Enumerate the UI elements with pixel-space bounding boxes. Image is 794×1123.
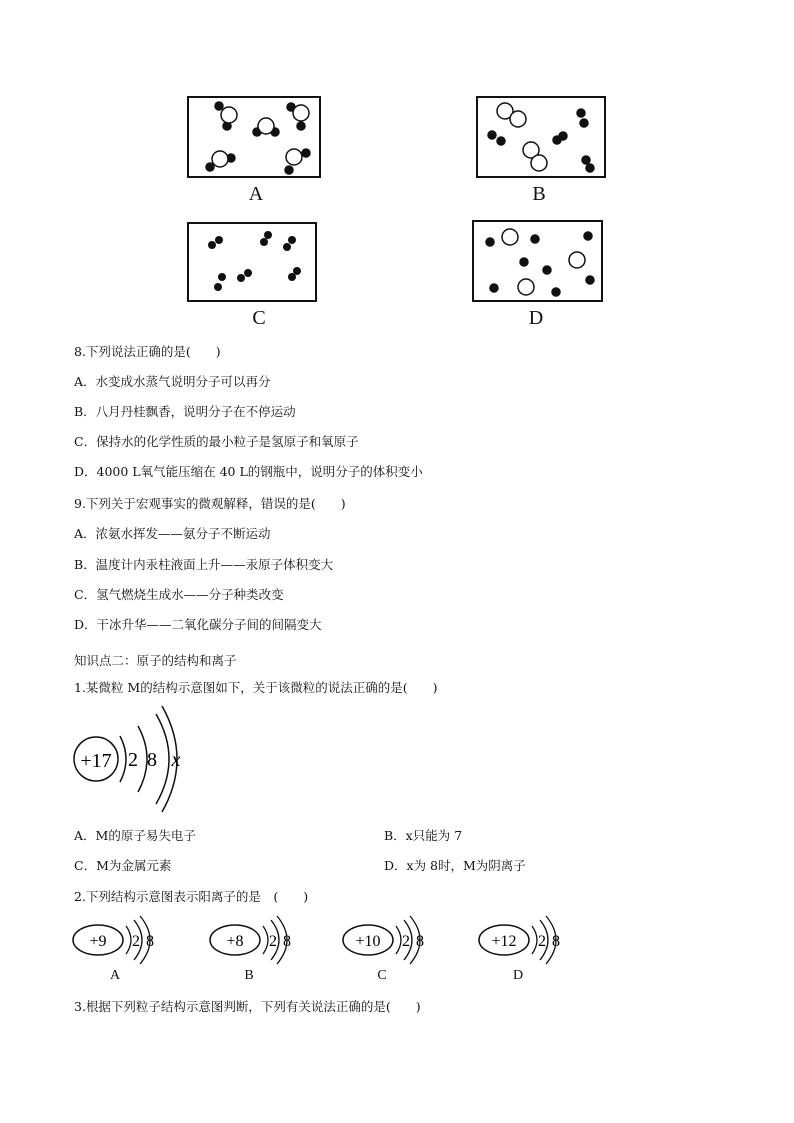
particle-model-a <box>189 98 319 176</box>
ion-diagram-b <box>207 912 307 968</box>
s2-q1-option-b: B．x只能为 7 <box>384 828 463 843</box>
ion-d-shell-2: 8 <box>552 933 560 950</box>
ion-c-shell-1: 2 <box>402 933 410 950</box>
ion-label-c: C <box>377 968 387 983</box>
particle-box-c <box>187 222 317 302</box>
q8-option-d: D．4000 L氧气能压缩在 40 L的钢瓶中，说明分子的体积变小 <box>74 464 423 479</box>
ion-a-nucleus: +9 <box>89 933 107 950</box>
ion-b-shell-2: 8 <box>283 933 291 950</box>
ion-c-nucleus: +10 <box>355 933 381 950</box>
nucleus-charge: +17 <box>80 750 112 772</box>
section-title: 知识点二：原子的结构和离子 <box>74 653 237 668</box>
shell-3-electrons: x <box>171 749 181 771</box>
ion-b-nucleus: +8 <box>226 933 244 950</box>
s2-q3-stem: 3.根据下列粒子结构示意图判断，下列有关说法正确的是( ) <box>74 999 421 1014</box>
q8-option-a: A．水变成水蒸气说明分子可以再分 <box>74 374 271 389</box>
atom-structure-diagram <box>70 702 210 814</box>
ion-diagram-d <box>476 912 576 968</box>
q8-stem: 8.下列说法正确的是( ) <box>74 344 221 359</box>
ion-a-shell-2: 8 <box>146 933 154 950</box>
particle-box-d <box>472 220 603 302</box>
q9-option-c: C．氢气燃烧生成水——分子种类改变 <box>74 587 284 602</box>
s2-q1-option-a: A．M的原子易失电子 <box>74 828 196 843</box>
ion-diagram-c <box>340 912 440 968</box>
particle-model-c <box>189 224 315 300</box>
s2-q1-stem: 1.某微粒 M的结构示意图如下，关于该微粒的说法正确的是( ) <box>74 680 438 695</box>
figure-label-d: D <box>528 307 544 329</box>
ion-c-shell-2: 8 <box>416 933 424 950</box>
figure-label-b: B <box>532 183 546 205</box>
particle-model-b <box>478 98 604 176</box>
q9-stem: 9.下列关于宏观事实的微观解释，错误的是( ) <box>74 496 346 511</box>
figure-label-a: A <box>248 183 264 205</box>
ion-d-nucleus: +12 <box>491 933 517 950</box>
ion-a-shell-1: 2 <box>132 933 140 950</box>
q8-option-b: B．八月丹桂飘香，说明分子在不停运动 <box>74 404 296 419</box>
ion-diagram-a <box>70 912 170 968</box>
ion-d-shell-1: 2 <box>538 933 546 950</box>
particle-box-a <box>187 96 321 178</box>
ion-b-shell-1: 2 <box>269 933 277 950</box>
q9-option-b: B．温度计内汞柱液面上升——汞原子体积变大 <box>74 557 334 572</box>
shell-1-electrons: 2 <box>128 749 138 771</box>
shell-2-electrons: 8 <box>147 749 157 771</box>
particle-box-b <box>476 96 606 178</box>
particle-model-d <box>474 222 601 300</box>
s2-q1-option-c: C．M为金属元素 <box>74 858 172 873</box>
q8-option-c: C．保持水的化学性质的最小粒子是氢原子和氧原子 <box>74 434 359 449</box>
s2-q1-option-d: D．x为 8时，M为阴离子 <box>384 858 526 873</box>
figure-label-c: C <box>252 307 266 329</box>
ion-label-d: D <box>512 968 524 983</box>
ion-label-a: A <box>109 968 121 983</box>
q9-option-d: D．干冰升华——二氧化碳分子间的间隔变大 <box>74 617 322 632</box>
q9-option-a: A．浓氨水挥发——氨分子不断运动 <box>74 526 271 541</box>
s2-q2-stem: 2.下列结构示意图表示阳离子的是 ( ) <box>74 889 309 904</box>
ion-label-b: B <box>244 968 254 983</box>
